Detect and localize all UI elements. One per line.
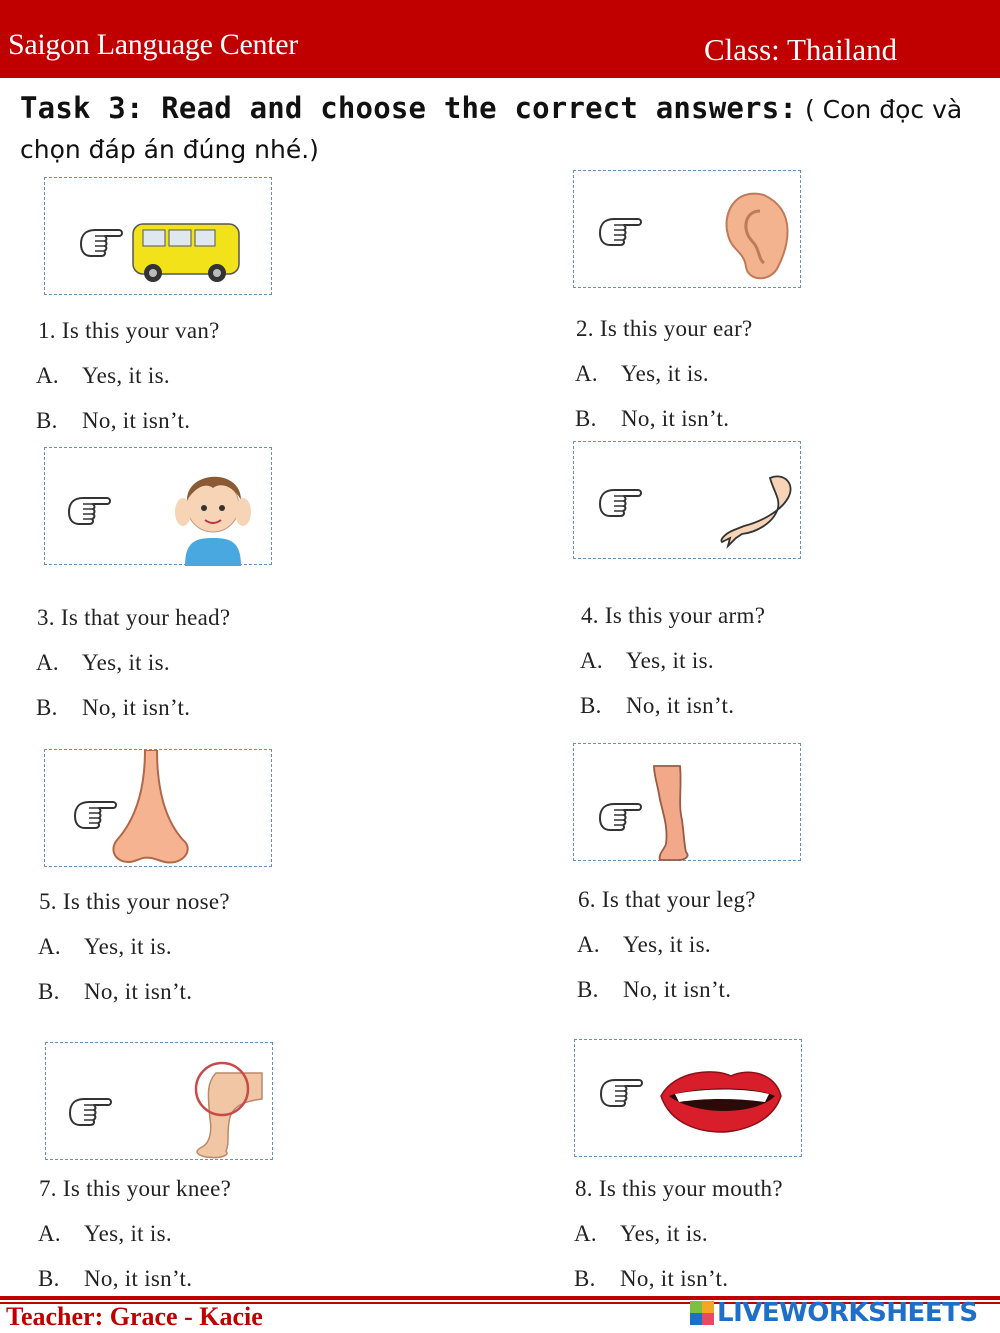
task-title: Task 3: Read and choose the correct answers: <box>20 91 798 125</box>
option-letter: A. <box>575 361 598 386</box>
task-instruction <box>20 88 995 170</box>
option-text: Yes, it is. <box>621 361 709 386</box>
option-text: Yes, it is. <box>626 648 714 673</box>
option-text: Yes, it is. <box>82 650 170 675</box>
leg-picture <box>573 743 801 861</box>
option-6a[interactable] <box>577 932 711 958</box>
question-4: 4. Is this your arm? <box>581 603 766 628</box>
option-text: No, it isn’t. <box>620 1266 729 1291</box>
option-letter: B. <box>36 695 58 720</box>
option-2b[interactable] <box>575 406 729 432</box>
option-8b[interactable] <box>574 1266 728 1292</box>
option-letter: B. <box>38 979 60 1004</box>
arm-picture <box>573 441 801 559</box>
question-3: 3. Is that your head? <box>37 605 231 630</box>
option-letter: B. <box>38 1266 60 1291</box>
option-text: No, it isn’t. <box>82 695 191 720</box>
class-label: Class: Thailand <box>704 32 898 67</box>
leg-icon <box>574 744 802 862</box>
option-letter: A. <box>577 932 600 957</box>
option-letter: B. <box>574 1266 596 1291</box>
arm-icon <box>574 442 802 560</box>
option-letter: B. <box>577 977 599 1002</box>
question-7: 7. Is this your knee? <box>39 1176 232 1201</box>
option-6b[interactable] <box>577 977 731 1003</box>
option-text: No, it isn’t. <box>623 977 732 1002</box>
option-text: Yes, it is. <box>620 1221 708 1246</box>
task-note: ( Con đọc và chọn đáp án đúng nhé.) <box>20 95 963 164</box>
option-text: Yes, it is. <box>84 934 172 959</box>
question-5: 5. Is this your nose? <box>39 889 230 914</box>
mouth-picture <box>574 1039 802 1157</box>
mouth-icon <box>575 1040 803 1158</box>
option-text: No, it isn’t. <box>84 1266 193 1291</box>
option-2a[interactable] <box>575 361 709 387</box>
option-4b[interactable] <box>580 693 734 719</box>
option-letter: A. <box>36 650 59 675</box>
option-3a[interactable] <box>36 650 170 676</box>
option-letter: B. <box>575 406 597 431</box>
option-letter: A. <box>580 648 603 673</box>
nose-picture <box>44 749 272 867</box>
option-text: Yes, it is. <box>84 1221 172 1246</box>
option-5a[interactable] <box>38 934 172 960</box>
option-text: No, it isn’t. <box>84 979 193 1004</box>
option-1a[interactable] <box>36 363 170 389</box>
option-4a[interactable] <box>580 648 714 674</box>
question-1: 1. Is this your van? <box>38 318 220 343</box>
van-picture <box>44 177 272 295</box>
option-letter: A. <box>38 934 61 959</box>
option-text: No, it isn’t. <box>626 693 735 718</box>
knee-icon <box>46 1043 274 1161</box>
option-8a[interactable] <box>574 1221 708 1247</box>
option-text: No, it isn’t. <box>82 408 191 433</box>
option-letter: B. <box>36 408 58 433</box>
question-6: 6. Is that your leg? <box>578 887 756 912</box>
ear-icon <box>574 171 802 289</box>
liveworksheets-brand[interactable] <box>690 1296 978 1330</box>
option-1b[interactable] <box>36 408 190 434</box>
head-picture <box>44 447 272 565</box>
option-5b[interactable] <box>38 979 192 1005</box>
brand-wordmark: LIVEWORKSHEETS <box>717 1298 978 1328</box>
option-text: No, it isn’t. <box>621 406 730 431</box>
question-8: 8. Is this your mouth? <box>575 1176 783 1201</box>
option-text: Yes, it is. <box>82 363 170 388</box>
option-text: Yes, it is. <box>623 932 711 957</box>
option-letter: A. <box>574 1221 597 1246</box>
ear-picture <box>573 170 801 288</box>
page-header <box>0 0 1000 78</box>
school-name: Saigon Language Center <box>8 28 298 61</box>
knee-picture <box>45 1042 273 1160</box>
option-letter: A. <box>38 1221 61 1246</box>
liveworksheets-logo-icon <box>690 1301 714 1325</box>
option-7b[interactable] <box>38 1266 192 1292</box>
option-letter: A. <box>36 363 59 388</box>
option-letter: B. <box>580 693 602 718</box>
option-7a[interactable] <box>38 1221 172 1247</box>
teacher-name: Teacher: Grace - Kacie <box>6 1302 263 1331</box>
head-icon <box>45 448 273 566</box>
option-3b[interactable] <box>36 695 190 721</box>
nose-icon <box>45 750 273 868</box>
van-icon <box>45 178 273 296</box>
question-2: 2. Is this your ear? <box>576 316 753 341</box>
